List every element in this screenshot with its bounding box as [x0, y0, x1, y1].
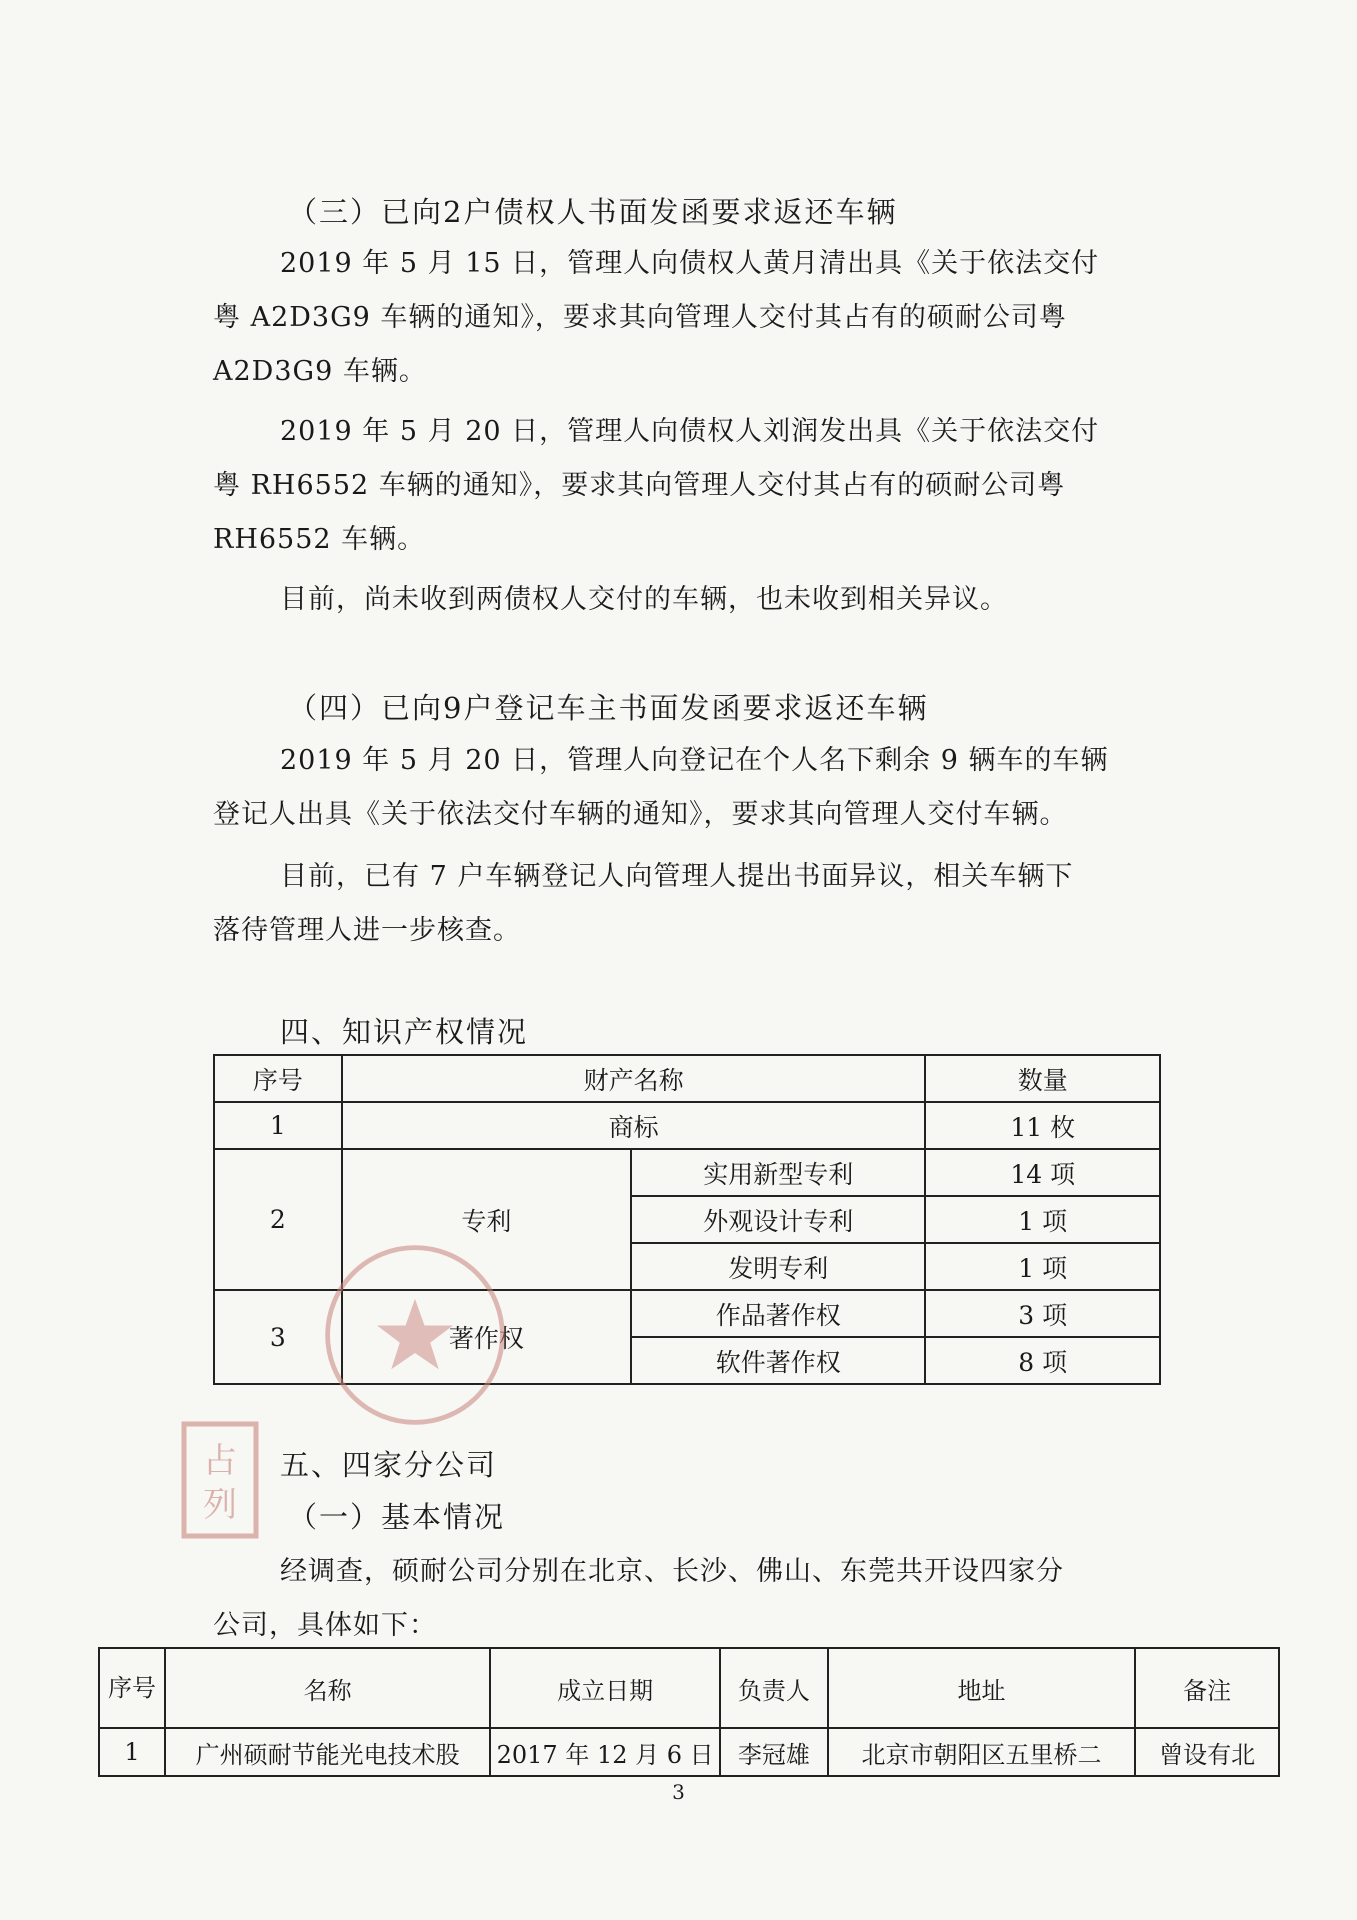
official-seal-icon — [320, 1240, 510, 1430]
header-cell: 数量 — [925, 1055, 1160, 1102]
svg-text:列: 列 — [203, 1485, 237, 1525]
header-cell: 地址 — [828, 1648, 1135, 1728]
cell-no: 3 — [214, 1290, 342, 1384]
cell-subname: 外观设计专利 — [631, 1196, 925, 1243]
paragraph-line: 目前，尚未收到两债权人交付的车辆，也未收到相关异议。 — [280, 584, 1008, 615]
cell-qty: 14 项 — [925, 1149, 1160, 1196]
branch-table — [98, 1647, 1280, 1777]
paragraph-line: 2019 年 5 月 20 日，管理人向债权人刘润发出具《关于依法交付 — [280, 416, 1100, 447]
svg-text:占: 占 — [203, 1441, 237, 1481]
cell-subname: 软件著作权 — [631, 1337, 925, 1384]
paragraph-line: 落待管理人进一步核查。 — [213, 915, 521, 946]
cell: 广州硕耐节能光电技术股 — [165, 1728, 490, 1776]
header-cell: 财产名称 — [342, 1055, 926, 1102]
table-header-row — [214, 1055, 1160, 1102]
cell: 李冠雄 — [720, 1728, 828, 1776]
cell-no: 2 — [214, 1149, 342, 1290]
cell: 2017 年 12 月 6 日 — [490, 1728, 720, 1776]
paragraph-line: 公司，具体如下： — [213, 1610, 437, 1641]
header-cell: 序号 — [99, 1648, 165, 1728]
paragraph-line: 粤 RH6552 车辆的通知》，要求其向管理人交付其占有的硕耐公司粤 — [213, 470, 1066, 501]
paragraph-line: 登记人出具《关于依法交付车辆的通知》，要求其向管理人交付车辆。 — [213, 799, 1068, 830]
section-4-heading: （四）已向9户登记车主书面发函要求返还车辆 — [288, 691, 929, 725]
cell-subname: 发明专利 — [631, 1243, 925, 1290]
header-cell: 负责人 — [720, 1648, 828, 1728]
cell-qty: 1 项 — [925, 1196, 1160, 1243]
ip-heading: 四、知识产权情况 — [280, 1015, 529, 1049]
table-row — [214, 1149, 1160, 1196]
paragraph-line: A2D3G9 车辆。 — [213, 356, 427, 387]
cell-qty: 3 项 — [925, 1290, 1160, 1337]
cell-subname: 作品著作权 — [631, 1290, 925, 1337]
table-row — [99, 1728, 1279, 1776]
header-cell: 序号 — [214, 1055, 342, 1102]
cell: 北京市朝阳区五里桥二 — [828, 1728, 1135, 1776]
paragraph-line: 2019 年 5 月 20 日，管理人向登记在个人名下剩余 9 辆车的车辆 — [280, 745, 1109, 776]
paragraph-line: 经调查，硕耐公司分别在北京、长沙、佛山、东莞共开设四家分 — [280, 1556, 1064, 1587]
cell-name: 专利 — [342, 1149, 631, 1290]
branch-heading: 五、四家分公司 — [280, 1448, 498, 1482]
cell-subname: 实用新型专利 — [631, 1149, 925, 1196]
cell-qty: 1 项 — [925, 1243, 1160, 1290]
cell: 1 — [99, 1728, 165, 1776]
cell-no: 1 — [214, 1102, 342, 1149]
table-row — [214, 1102, 1160, 1149]
header-cell: 成立日期 — [490, 1648, 720, 1728]
cell: 曾设有北 — [1135, 1728, 1279, 1776]
cell-qty: 8 项 — [925, 1337, 1160, 1384]
page-number: 3 — [672, 1780, 685, 1804]
cell-name: 著作权 — [342, 1290, 631, 1384]
header-cell: 名称 — [165, 1648, 490, 1728]
section-3-heading: （三）已向2户债权人书面发函要求返还车辆 — [288, 195, 898, 229]
cell-qty: 11 枚 — [925, 1102, 1160, 1149]
paragraph-line: RH6552 车辆。 — [213, 524, 426, 555]
table-header-row — [99, 1648, 1279, 1728]
cell-name: 商标 — [342, 1102, 926, 1149]
paragraph-line: 目前，已有 7 户车辆登记人向管理人提出书面异议，相关车辆下 — [280, 861, 1074, 892]
paragraph-line: 2019 年 5 月 15 日，管理人向债权人黄月清出具《关于依法交付 — [280, 248, 1100, 279]
header-cell: 备注 — [1135, 1648, 1279, 1728]
name-stamp-icon — [180, 1420, 260, 1540]
paragraph-line: 粤 A2D3G9 车辆的通知》，要求其向管理人交付其占有的硕耐公司粤 — [213, 302, 1067, 333]
branch-subheading: （一）基本情况 — [288, 1500, 506, 1534]
